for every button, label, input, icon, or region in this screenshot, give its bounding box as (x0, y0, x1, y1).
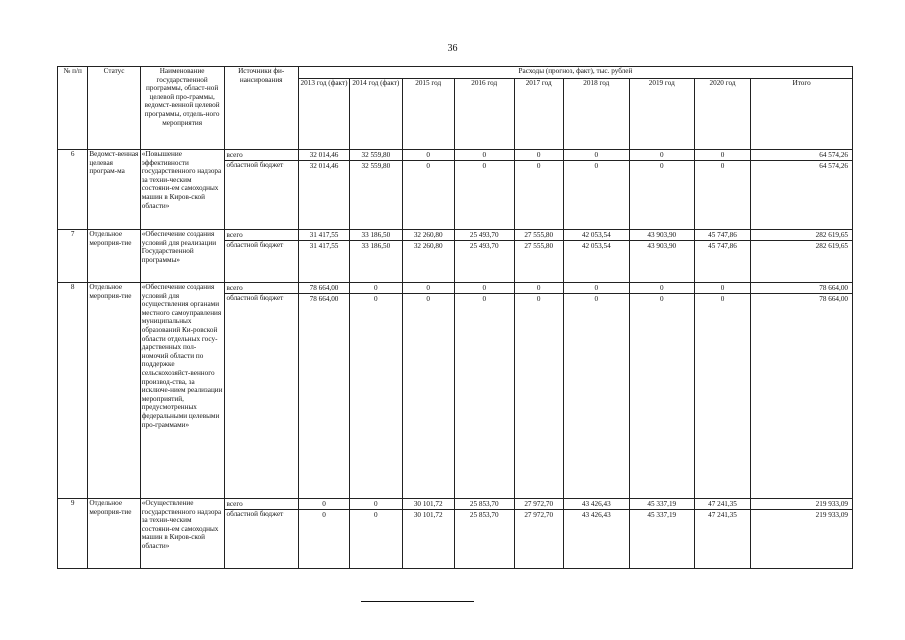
cell-value: 0 (594, 295, 599, 303)
cell-value: 32 014,46 (299, 150, 349, 161)
header-year: 2015 год (402, 79, 454, 150)
cell-value: 0 (403, 150, 454, 161)
table-row (58, 230, 853, 283)
header-year: 2013 год (факт) (298, 79, 349, 150)
cell-total: 78 664,00 (751, 283, 852, 294)
source-total: всего (225, 230, 298, 241)
cell-value: 0 (374, 295, 378, 303)
budget-table (57, 66, 853, 569)
row-status: Отдельное мероприя-тие (88, 230, 140, 283)
cell-value: 0 (482, 162, 487, 170)
cell-value: 0 (426, 162, 430, 170)
cell-value: 32 260,80 (403, 230, 454, 241)
source-total: всего (225, 499, 298, 510)
cell-value: 0 (515, 150, 563, 161)
cell-value: 0 (322, 511, 326, 519)
header-year: 2018 год (563, 79, 629, 150)
header-status: Статус (88, 67, 140, 150)
cell-value: 0 (695, 283, 751, 294)
source-budget: областной бюджет (226, 241, 284, 249)
header-year: 2014 год (факт) (350, 79, 402, 150)
cell-value: 25 853,70 (469, 511, 499, 519)
cell-total: 219 933,09 (815, 511, 848, 519)
header-year: 2019 год (629, 79, 694, 150)
cell-value: 27 555,80 (515, 230, 563, 241)
table-row (58, 150, 853, 230)
cell-value: 0 (536, 162, 541, 170)
cell-value: 30 101,72 (413, 511, 443, 519)
cell-value: 0 (594, 162, 599, 170)
cell-value: 45 337,19 (630, 499, 694, 510)
row-num: 9 (58, 499, 88, 569)
table-row (58, 499, 853, 569)
cell-value: 0 (720, 295, 725, 303)
row-status: Отдельное мероприя-тие (88, 283, 140, 499)
source-budget: областной бюджет (226, 294, 284, 302)
cell-value: 78 664,00 (299, 283, 349, 294)
cell-total: 78 664,00 (819, 295, 848, 303)
header-year: 2017 год (514, 79, 563, 150)
header-year: 2016 год (454, 79, 514, 150)
table-row (58, 283, 853, 499)
cell-value: 0 (403, 283, 454, 294)
header-row (58, 67, 853, 79)
cell-value: 33 186,50 (350, 230, 401, 241)
cell-value: 0 (536, 295, 541, 303)
cell-value: 27 972,70 (515, 499, 563, 510)
row-status: Ведомст-венная целевая програм-ма (88, 150, 140, 230)
cell-value: 31 417,55 (309, 242, 339, 250)
header-source: Источники фи-нансирования (224, 67, 298, 150)
cell-value: 25 493,70 (455, 230, 514, 241)
row-num: 6 (58, 150, 88, 230)
row-name: «Осуществление государственного надзора за техни-ческим состояни-ем самоходных машин в Киров-ской области» (140, 499, 224, 569)
cell-total: 219 933,09 (751, 499, 852, 510)
cell-value: 47 241,35 (695, 499, 751, 510)
row-num: 7 (58, 230, 88, 283)
cell-value: 45 747,86 (695, 230, 751, 241)
header-year: 2020 год (694, 79, 751, 150)
source-total: всего (225, 283, 298, 294)
source-budget: областной бюджет (226, 510, 284, 518)
cell-value: 0 (659, 295, 664, 303)
cell-value: 0 (374, 511, 378, 519)
cell-value: 42 053,54 (564, 230, 629, 241)
cell-value: 33 186,50 (361, 242, 391, 250)
cell-total: 64 574,26 (751, 150, 852, 161)
cell-value: 42 053,54 (581, 242, 611, 250)
header-expenses: Расходы (прогноз, факт), тыс. рублей (298, 67, 852, 79)
cell-value: 0 (455, 150, 514, 161)
cell-value: 0 (350, 283, 401, 294)
cell-value: 27 972,70 (524, 511, 554, 519)
cell-value: 0 (482, 295, 487, 303)
cell-value: 43 426,43 (564, 499, 629, 510)
cell-value: 0 (426, 295, 430, 303)
cell-total: 282 619,65 (751, 230, 852, 241)
row-name: «Повышение эффективности государственного надзора за техни-ческим состояни-ем самоходных машин в Киров-ской области» (140, 150, 224, 230)
cell-value: 43 903,90 (630, 230, 694, 241)
cell-value: 78 664,00 (309, 295, 339, 303)
header-year: Итого (751, 79, 853, 150)
cell-value: 27 555,80 (524, 242, 554, 250)
cell-total: 282 619,65 (815, 242, 848, 250)
cell-value: 0 (695, 150, 751, 161)
row-num: 8 (58, 283, 88, 499)
cell-value: 25 853,70 (455, 499, 514, 510)
cell-value: 32 014,46 (309, 162, 339, 170)
cell-value: 47 241,35 (708, 511, 737, 519)
cell-value: 31 417,55 (299, 230, 349, 241)
cell-value: 32 559,80 (361, 162, 391, 170)
row-name: «Обеспечение создания условий для реализации Государственной программы» (140, 230, 224, 283)
cell-value: 43 903,90 (647, 242, 677, 250)
cell-value: 45 337,19 (647, 511, 677, 519)
header-name: Наименование государственной программы, област-ной целевой про-граммы, ведомст-венной целевой программы, отдель-ного мероприятия (140, 67, 224, 150)
row-name: «Обеспечение создания условий для осуществления органами местного самоуправления муниципальных образований Ки-ровской области отдельных госу-дарственных пол-номочий области по поддержке сельскохозяйст-венного производ-ства, за исключе-нием реализации мероприятий, предусмотренных федеральными целевыми про-граммами» (140, 283, 224, 499)
cell-value: 0 (659, 162, 664, 170)
cell-value: 30 101,72 (403, 499, 454, 510)
cell-value: 0 (630, 283, 694, 294)
cell-value: 32 260,80 (413, 242, 443, 250)
row-status: Отдельное мероприя-тие (88, 499, 140, 569)
footer-divider (361, 601, 474, 602)
cell-value: 0 (455, 283, 514, 294)
cell-value: 0 (720, 162, 725, 170)
cell-value: 25 493,70 (469, 242, 499, 250)
source-budget: областной бюджет (226, 161, 284, 169)
source-total: всего (225, 150, 298, 161)
cell-value: 45 747,86 (708, 242, 737, 250)
page-number: 36 (447, 43, 458, 54)
header-num: № п/п (58, 67, 88, 150)
cell-value: 0 (299, 499, 349, 510)
cell-value: 0 (564, 150, 629, 161)
cell-value: 0 (350, 499, 401, 510)
cell-value: 0 (564, 283, 629, 294)
cell-value: 43 426,43 (581, 511, 611, 519)
cell-value: 32 559,80 (350, 150, 401, 161)
cell-value: 0 (630, 150, 694, 161)
cell-total: 64 574,26 (819, 162, 848, 170)
cell-value: 0 (515, 283, 563, 294)
